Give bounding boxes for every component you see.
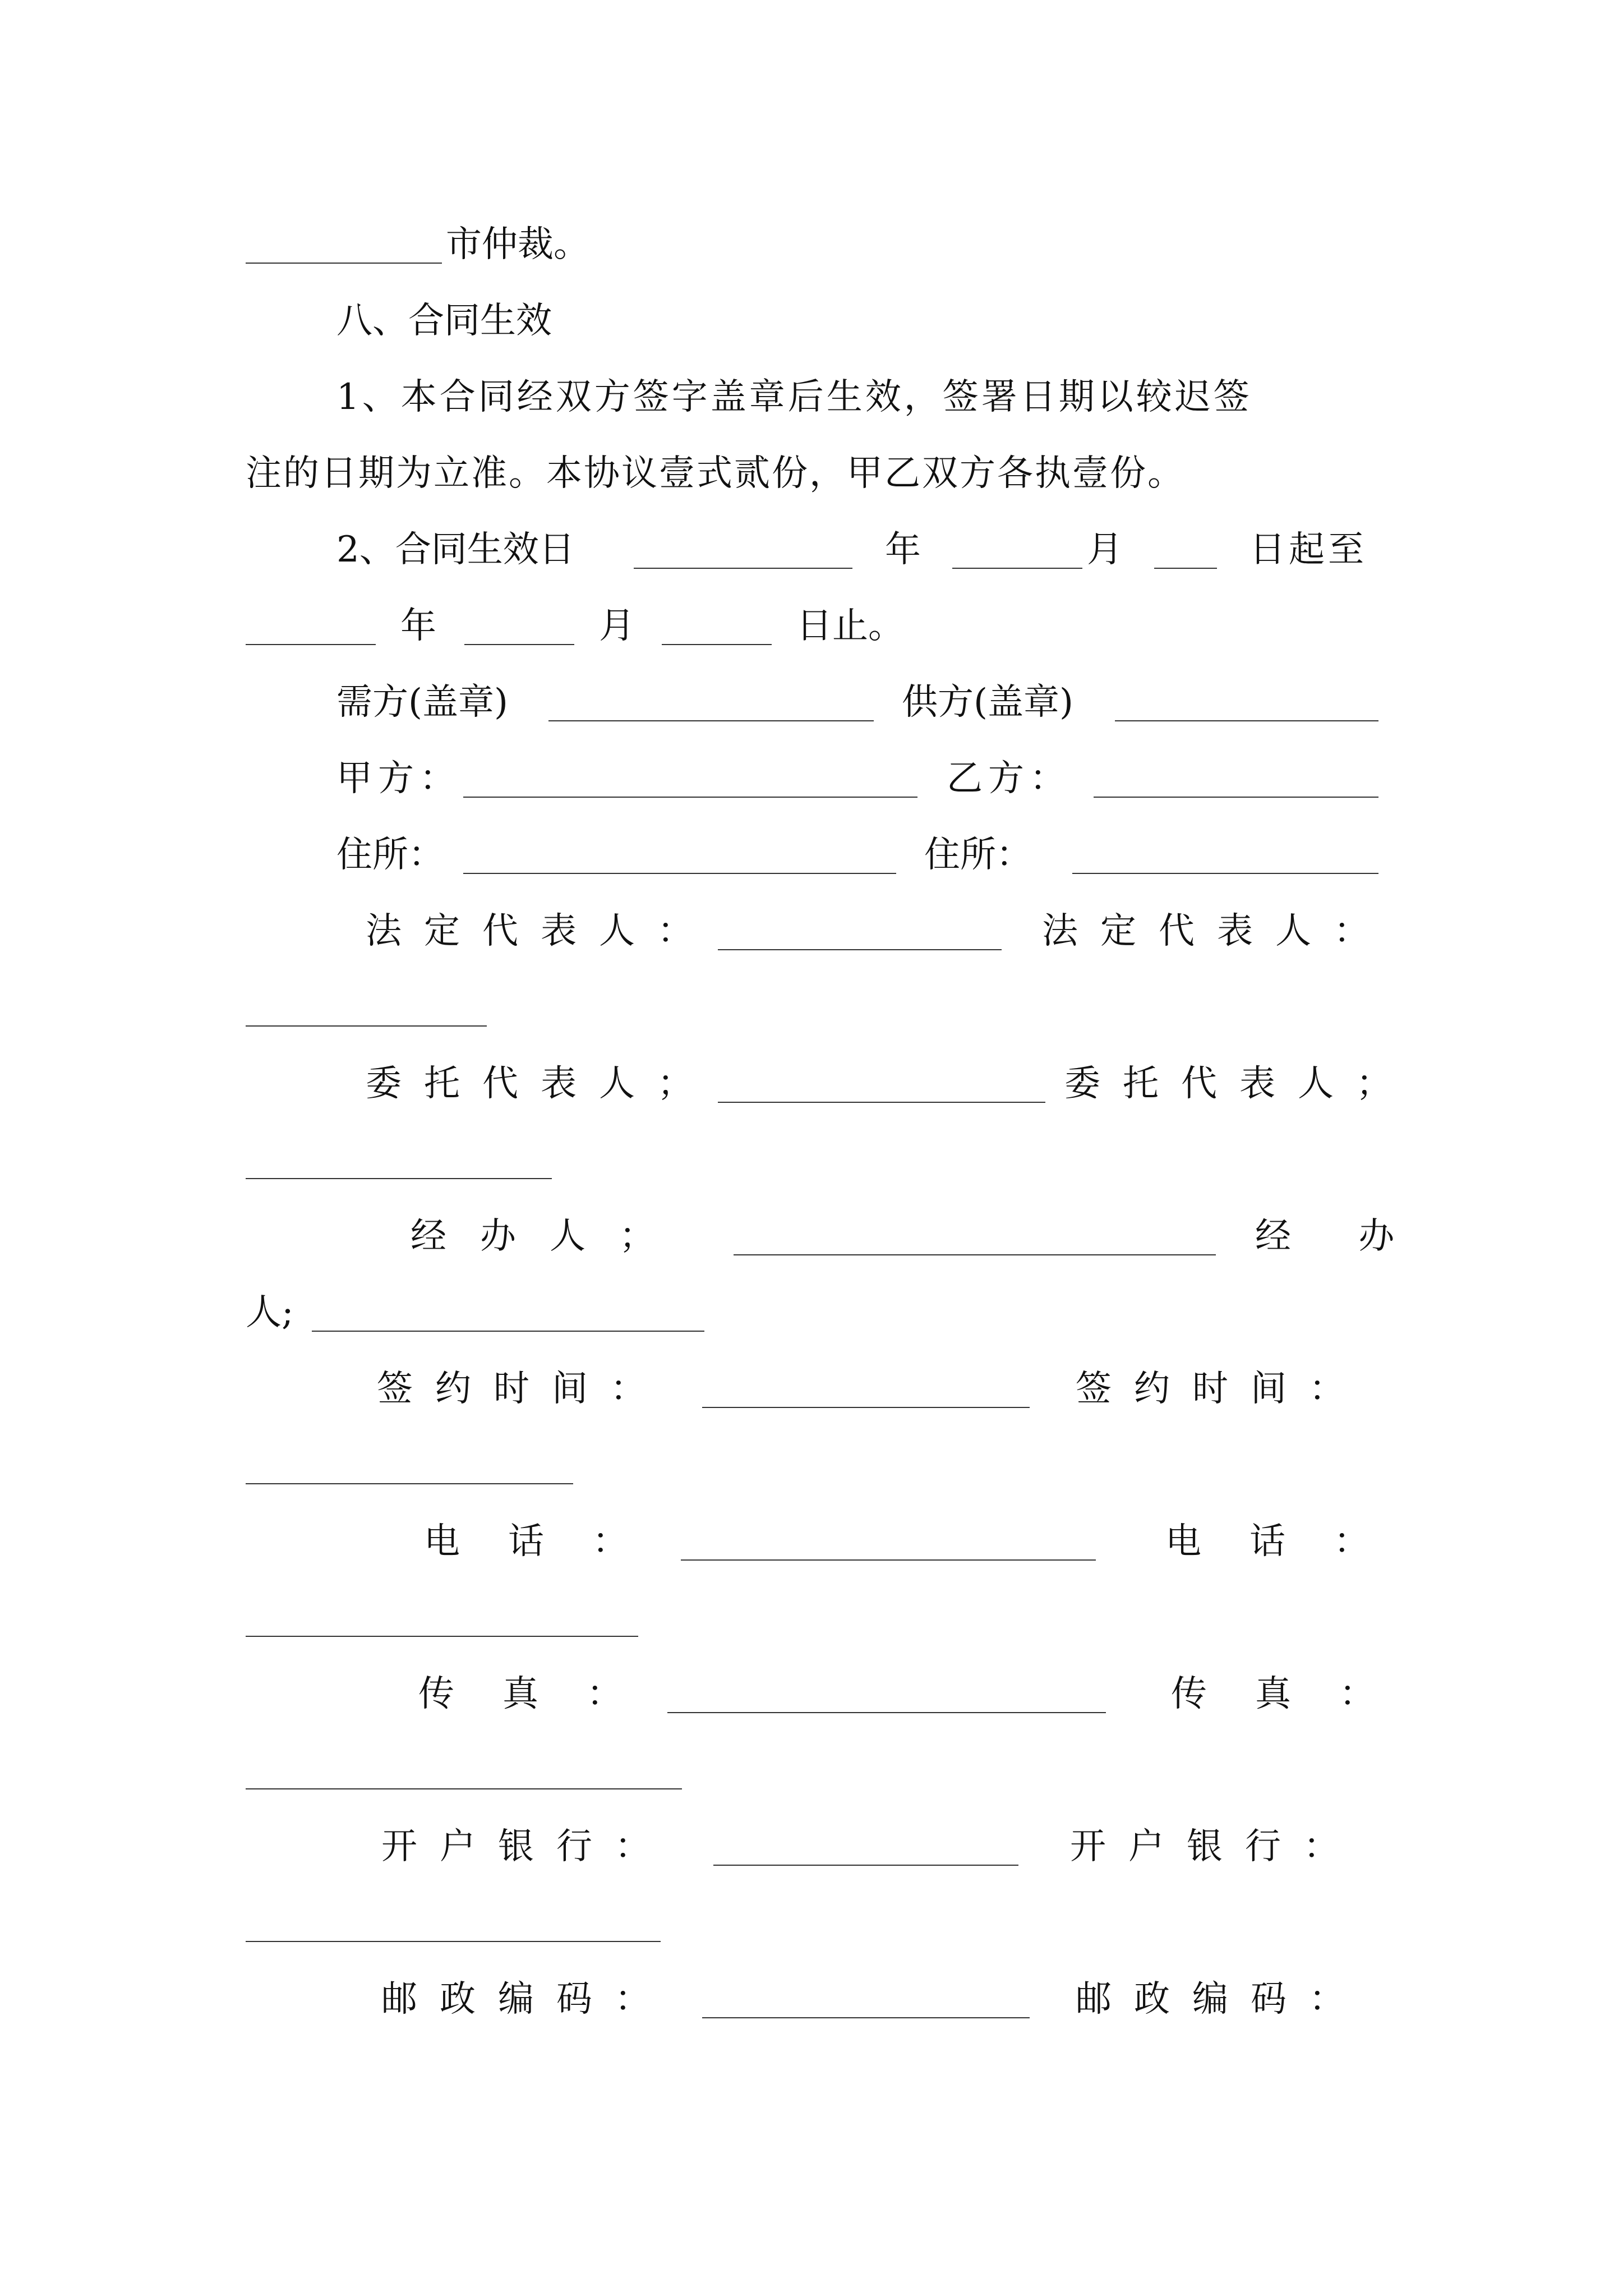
- fax-b-label: 传真：: [1171, 1673, 1423, 1715]
- blank-postcode-a[interactable]: [702, 2017, 1030, 2018]
- arbitration-text: 市仲裁。: [446, 224, 589, 265]
- sign-time-b-label: 签约时间：: [1076, 1368, 1367, 1410]
- blank-start-month[interactable]: [952, 568, 1082, 569]
- blank-end-year[interactable]: [246, 644, 376, 645]
- party-a-label: 甲方：: [336, 758, 461, 799]
- blank-phone-a[interactable]: [681, 1559, 1096, 1561]
- demand-seal-label: 需方(盖章): [336, 682, 508, 723]
- address-b-label: 住所：: [924, 834, 1032, 876]
- end-month-label: 月: [599, 605, 635, 647]
- blank-sign-time-b[interactable]: [246, 1483, 573, 1484]
- legal-rep-b-label: 法定代表人：: [1042, 910, 1392, 952]
- blank-legal-rep-b[interactable]: [246, 1025, 487, 1027]
- bank-b-label: 开户银行：: [1070, 1826, 1362, 1867]
- blank-start-day[interactable]: [1154, 568, 1217, 569]
- blank-address-b[interactable]: [1072, 873, 1378, 874]
- blank-address-a[interactable]: [463, 873, 896, 874]
- section-heading: 八、合同生效: [336, 300, 552, 342]
- blank-bank-a[interactable]: [713, 1865, 1018, 1866]
- bank-a-label: 开户银行：: [381, 1826, 673, 1867]
- start-month-label: 月: [1087, 529, 1123, 570]
- start-day-label: 日起至: [1249, 529, 1367, 570]
- sign-time-a-label: 签约时间：: [377, 1368, 668, 1410]
- phone-a-label: 电话：: [424, 1521, 676, 1562]
- blank-entrusted-rep-a[interactable]: [718, 1102, 1045, 1103]
- clause-2-label: 2、合同生效日: [336, 529, 575, 570]
- blank-bank-b[interactable]: [246, 1941, 661, 1942]
- clause-1-line-2: 注的日期为立准。本协议壹式贰份，甲乙双方各执壹份。: [246, 453, 1185, 494]
- entrusted-rep-b-label: 委托代表人；: [1064, 1063, 1414, 1105]
- blank-legal-rep-a[interactable]: [718, 949, 1002, 950]
- handler-b-label-2: 人;: [246, 1292, 294, 1333]
- blank-handler-b[interactable]: [312, 1331, 704, 1332]
- end-day-label: 日止。: [796, 605, 904, 647]
- fax-a-label: 传真：: [418, 1673, 671, 1715]
- blank-fax-a[interactable]: [667, 1712, 1106, 1713]
- blank-demand-seal[interactable]: [548, 720, 874, 721]
- party-b-label: 乙方：: [947, 758, 1071, 799]
- blank-party-a[interactable]: [463, 797, 917, 798]
- blank-sign-time-a[interactable]: [702, 1407, 1030, 1408]
- entrusted-rep-a-label: 委托代表人；: [366, 1063, 716, 1105]
- legal-rep-a-label: 法定代表人：: [366, 910, 716, 952]
- address-a-label: 住所：: [336, 834, 444, 876]
- postcode-b-label: 邮政编码：: [1076, 1978, 1367, 2020]
- blank-start-year[interactable]: [634, 568, 852, 569]
- blank-supply-seal[interactable]: [1115, 720, 1378, 721]
- blank-fax-b[interactable]: [246, 1788, 682, 1789]
- clause-1-line-1: 1、本合同经双方签字盖章后生效，签署日期以较迟签: [336, 376, 1252, 418]
- handler-b-label-1: 经 办: [1255, 1216, 1423, 1257]
- blank-party-b[interactable]: [1094, 797, 1378, 798]
- supply-seal-label: 供方(盖章): [902, 682, 1073, 723]
- start-year-label: 年: [885, 529, 921, 570]
- postcode-a-label: 邮政编码：: [381, 1978, 673, 2020]
- blank-arbitration-city[interactable]: [246, 263, 442, 264]
- blank-phone-b[interactable]: [246, 1636, 638, 1637]
- blank-end-month[interactable]: [464, 644, 574, 645]
- blank-entrusted-rep-b[interactable]: [246, 1178, 552, 1179]
- handler-a-label: 经办人；: [411, 1216, 689, 1257]
- phone-b-label: 电话：: [1165, 1521, 1418, 1562]
- blank-handler-a[interactable]: [734, 1254, 1216, 1255]
- end-year-label: 年: [400, 605, 436, 647]
- blank-end-day[interactable]: [662, 644, 772, 645]
